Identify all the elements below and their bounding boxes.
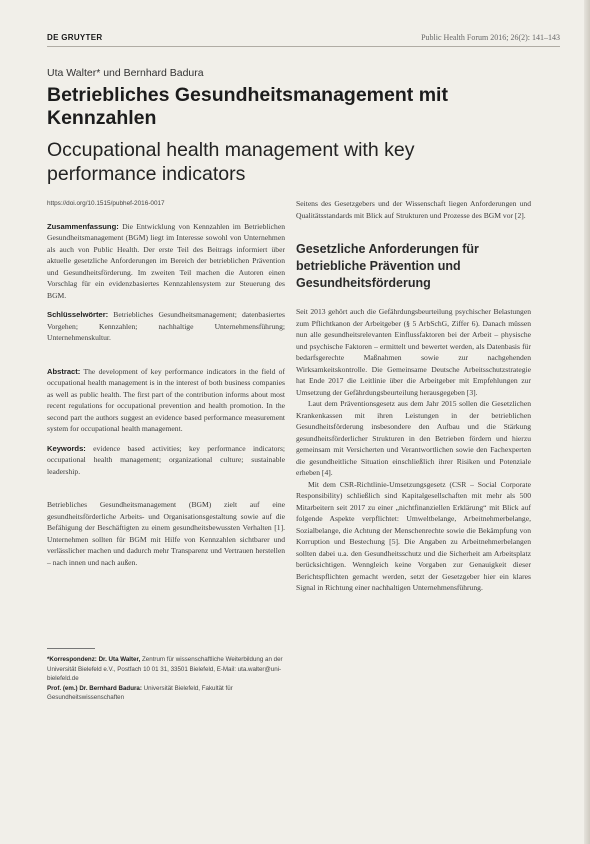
abstract-german-text: Die Entwicklung von Kennzahlen im Betrieblichen Gesundheitsmanagement (BGM) liegt im Interesse sowohl von Unternehmen als auch von Public Health. Der erste Teil des Beitrags informiert über aktuelle gesetzliche Anforderungen im Bereich der betrieblichen Prävention und Gesundheitsförderung. Im zweiten Teil machen die Autoren einen Vorschlag für ein evidenzbasiertes Kennzahlensystem zur Steuerung des BGM. [47, 221, 285, 300]
spacer [47, 568, 285, 648]
footnote-text-walter: Zentrum für wissenschaftliche Weiterbildung an der Universität Bielefeld e.V., Postfach 10 01 31, 33501 Bielefeld, E-Mail: uta.walter@uni-bielefeld.de [47, 656, 283, 682]
keywords-english-text: evidence based activities; key performance indicators; occupational health management; organizational culture; sustainable leadership. [47, 443, 286, 476]
spacer [47, 352, 285, 366]
section-paragraph-3: Mit dem CSR-Richtlinie-Umsetzungsgesetz (CSR – Social Corporate Responsibility) schließlich sind Kapitalgesellschaften mit mehr als 500 Mitarbeitern seit 2017 zu einer „nichtfinanziellen Erklärung“ mit Blick auf folgende Aspekte verpflichtet: Umweltbelange, Arbeitnehmerbelange, Sozialbelange, die Achtung der Menschenrechte sowie die Bekämpfung von Korruption und Bestechung [5]. Die Angaben zu Arbeitnehmerbelangen sollten dabei u.a. den Gesundheitsschutz und die Sicherheit am Arbeitsplatz berücksichtigen. Wenngleich keine Vorgaben zur Genauigkeit dieser Berichtspflichten gemacht werden, setzt der Gesetzgeber hier ein klares Signal in Richtung einer nachhaltigen Unternehmensführung. [296, 479, 531, 592]
keywords-english-label: Keywords: [47, 443, 86, 453]
title-english: Occupational health management with key performance indicators [47, 139, 415, 185]
footnote-label-walter: *Korrespondenz: Dr. Uta Walter, [47, 656, 141, 663]
header-rule [47, 46, 560, 47]
footnote-text-badura: Universität Bielefeld, Fakultät für Gesundheitswissenschaften [47, 684, 233, 701]
left-column [47, 198, 285, 703]
keywords-english [47, 443, 285, 478]
section-paragraph-1: Seit 2013 gehört auch die Gefährdungsbeurteilung psychischer Belastungen zum Pflichtkanon der Arbeitgeber (§ 5 ArbSchG, Ziffer 6). Danach müssen nun alle gesundheitsrelevanten Einflussfaktoren bei der Arbeit – physische und psychische Faktoren – ermittelt und bewertet werden, als Datenbasis für bedarfsgerechte Maßnahmen sowie zur nachgehenden Wirksamkeitskontrolle. Die Gemeinsame Deutsche Arbeitsschutzstrategie hat Ende 2017 die Leitlinie über die Arbeitgeber mit Empfehlungen zur Umsetzung der Gefährdungsbeurteilung herausgegeben [3]. [296, 307, 531, 397]
footnote-badura [47, 684, 285, 703]
abstract-english [47, 366, 285, 435]
title-german: Betriebliches Gesundheitsmanagement mit Kennzahlen [47, 84, 448, 129]
section-heading: Gesetzliche Anforderungen für betriebliche Prävention und Gesundheitsförderung [296, 242, 479, 290]
footnote-correspondence [47, 655, 285, 684]
abstract-german-label: Zusammenfassung: [47, 221, 119, 231]
journal-reference: Public Health Forum 2016; 26(2): 141–143 [421, 33, 560, 42]
abstract-english-label: Abstract: [47, 366, 81, 376]
spacer [47, 485, 285, 499]
spacer [296, 221, 531, 241]
keywords-german-text: Betriebliches Gesundheitsmanagement; datenbasiertes Vorgehen; Kennzahlen; nachhaltige Unternehmensführung; Unternehmenskultur. [47, 310, 285, 342]
publisher-label: DE GRUYTER [47, 33, 103, 42]
author-line: Uta Walter* und Bernhard Badura [47, 67, 204, 79]
keywords-german [47, 309, 285, 344]
intro-paragraph: Betriebliches Gesundheitsmanagement (BGM) zielt auf eine gesundheitsförderliche Arbeits- und Organisationsgestaltung sowie auf die Befähigung der Beschäftigten zu einem gesundheitsbewussten Verhalten [1]. Unternehmen sollten für BGM mit Hilfe von Kennzahlen sichtbarer und verlässlicher machen und dadurch mehr Transparenz und Vertrauen herstellen – nach innen und nach außen. [47, 500, 285, 567]
section-paragraph-2: Laut dem Präventionsgesetz aus dem Jahr 2015 sollen die Gesetzlichen Krankenkassen mit ihren Leistungen in der betrieblichen Gesundheitsförderung insbesondere den Aufbau und die Stärkung gesundheitsförderlicher Strukturen in den Betrieben fördern und hierzu gemeinsam mit Versicherten und Verantwortlichen sowie den Fachexperten die gesundheitliche Situation einschließlich ihrer Risiken und Potenziale erheben [4]. [296, 399, 531, 477]
footnote-label-badura: Prof. (em.) Dr. Bernhard Badura: [47, 684, 142, 692]
doi-link[interactable]: https://doi.org/10.1515/pubhef-2016-0017 [47, 200, 165, 207]
footnote-rule [47, 648, 95, 649]
abstract-german [47, 221, 285, 302]
scan-edge-shadow [584, 0, 590, 844]
right-column [296, 198, 531, 594]
right-intro-paragraph: Seitens des Gesetzgebers und der Wissenschaft liegen Anforderungen und Qualitätsstandards mit Blick auf Strukturen und Prozesse des BGM vor [2]. [296, 199, 531, 220]
keywords-german-label: Schlüsselwörter: [47, 310, 109, 319]
abstract-english-text: The development of key performance indicators in the field of occupational health management is in the interest of both business companies as well as public health. The first part of the contribution informs about most recent regulations for occupational prevention and health promotion. In the second part the authors suggest an evidence based performance measurement system for occupational health management. [47, 366, 285, 433]
